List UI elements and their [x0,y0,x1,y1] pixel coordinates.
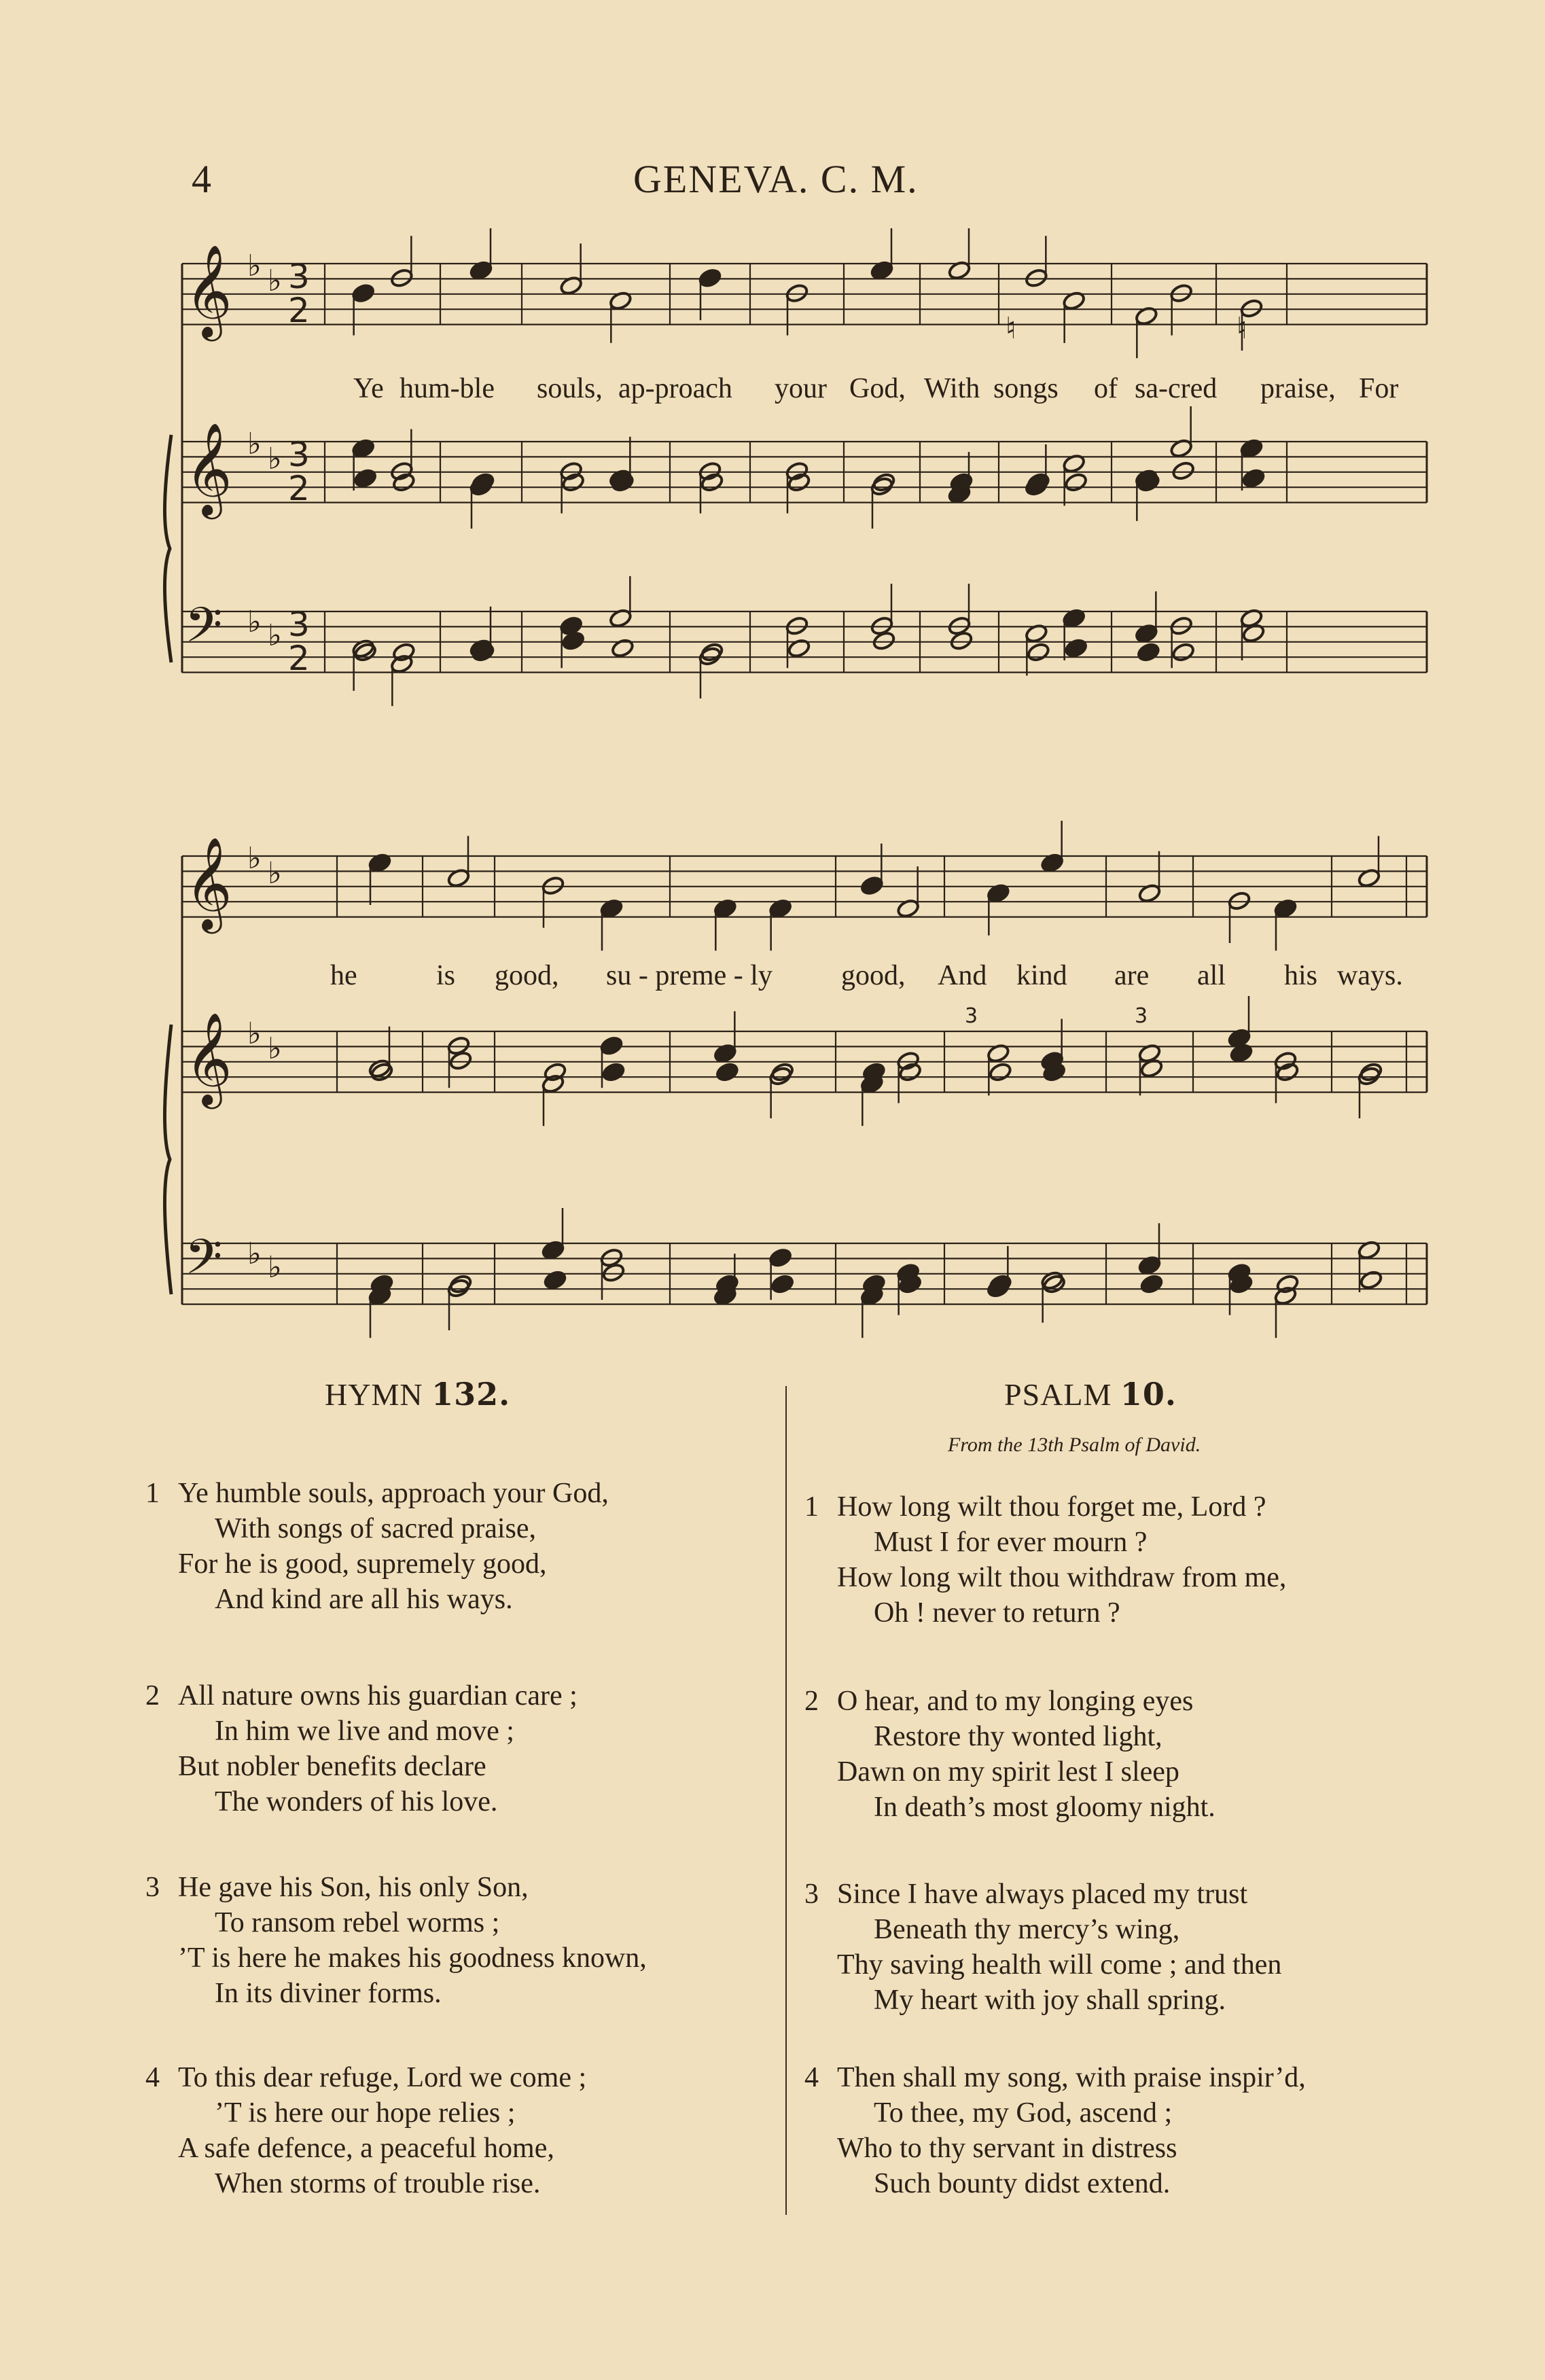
stanza-line: Beneath thy mercy’s wing, [874,1914,1180,1945]
note-head [1139,1274,1164,1295]
treble-clef-icon: 𝄞 [185,243,232,337]
lyric-syllable: he [330,960,357,991]
stanza-line: Thy saving health will come ; and then [837,1949,1282,1981]
stanza-line: Oh ! never to return ? [874,1597,1120,1629]
stanza-line: With songs of sacred praise, [215,1513,537,1544]
system-brace [164,435,171,662]
note-head [1137,642,1161,663]
note-head [543,1270,567,1291]
stanza-line: Since I have always placed my trust [837,1879,1248,1910]
note-head [392,472,416,493]
stanza-line: In him we live and move ; [215,1716,514,1747]
note-head [1025,268,1049,289]
stanza-line: All nature owns his guardian care ; [178,1680,578,1711]
lyric-syllable: souls, [537,373,603,404]
hymn-stanza-4 [145,2060,587,2201]
stanza-line: He gave his Son, his only Son, [178,1872,529,1903]
stanza-line: To this dear refuge, Lord we come ; [178,2062,587,2093]
note-head [353,468,378,489]
lyric-syllable: And [938,960,987,991]
stanza-line: How long wilt thou withdraw from me, [837,1562,1287,1593]
lyric-syllable: praise, [1260,373,1336,404]
stanza-number: 4 [804,2062,819,2093]
lyric-syllable: good, [841,960,906,991]
stanza-line: To thee, my God, ascend ; [874,2097,1173,2129]
note-head [787,638,811,659]
note-head [541,875,565,896]
stanza-number: 1 [804,1491,819,1523]
lyric-syllable: all [1197,960,1226,991]
note-head [1241,468,1266,489]
stanza-line: But nobler benefits declare [178,1751,486,1782]
note-head [1273,1050,1298,1071]
time-signature-lower: 2 [288,291,310,330]
stanza-line: To ransom rebel worms ; [215,1907,500,1938]
stanza-line: My heart with joy shall spring. [874,1985,1226,2016]
lyric-syllable: songs [993,373,1059,404]
lyric-syllable: With [924,373,980,404]
note-head [1169,283,1194,304]
note-head [700,472,724,493]
lyric-syllable: Ye [353,373,384,404]
note-head [561,472,586,493]
note-head [390,461,414,482]
time-signature-upper: 3 [288,435,310,474]
psalm-stanza-4 [804,2060,1306,2201]
note-head [700,642,724,663]
note-head [1275,1062,1300,1083]
stanza-line: Then shall my song, with praise inspir’d, [837,2062,1306,2093]
time-signature-upper: 3 [288,605,310,644]
time-signature-upper: 3 [288,257,310,296]
stanza-line: Who to thy servant in distress [837,2133,1177,2164]
hymn-heading-label: HYMN [325,1377,423,1412]
flat-icon: ♭ [268,856,282,891]
note-head [770,1274,795,1295]
note-head [351,283,376,304]
note-head [787,472,811,493]
natural-icon: ♮ [1237,311,1247,346]
note-head [448,1274,473,1295]
psalm-stanza-2 [804,1684,1215,1825]
note-head [785,461,809,482]
lyric-syllable: of [1094,373,1118,404]
note-head [1064,472,1088,493]
psalm-number: 10. [1120,1376,1177,1413]
stanza-line: Such bounty didst extend. [874,2168,1171,2199]
lyric-syllable: hum-ble [399,373,495,404]
note-head [785,616,809,637]
stanza-number: 2 [804,1686,819,1717]
note-head [698,461,722,482]
lyric-syllable: ways. [1337,960,1403,991]
psalm-heading [1004,1376,1177,1413]
stanza-line: ’T is here our hope relies ; [215,2097,516,2129]
treble-clef-icon: 𝄞 [185,1011,232,1105]
note-head [989,1062,1013,1083]
flat-icon: ♭ [247,249,262,283]
lyric-syllable: kind [1016,960,1067,991]
note-head [1027,642,1051,663]
stanza-line: Must I for ever mourn ? [874,1527,1148,1558]
note-head [872,472,896,493]
bass-clef-icon: 𝄢 [185,597,223,665]
tune-title: GENEVA. C. M. [633,157,919,201]
flat-icon: ♭ [268,442,282,476]
psalm-stanza-3 [804,1877,1282,2018]
time-signature-lower: 2 [288,639,310,678]
stanza-line: In death’s most gloomy night. [874,1792,1215,1823]
note-head [1171,461,1196,482]
stanza-line: A safe defence, a peaceful home, [178,2133,554,2164]
note-head [860,875,885,896]
note-head [698,268,722,289]
note-head [715,1062,740,1083]
triplet-mark: 3 [965,1004,978,1028]
stanza-line: And kind are all his ways. [215,1584,513,1615]
note-head [1227,891,1251,912]
note-head [611,638,635,659]
flat-icon: ♭ [247,427,262,461]
triplet-mark: 3 [1135,1004,1148,1028]
lyric-syllable: is [436,960,456,991]
flat-icon: ♭ [268,618,282,653]
lyric-syllable: your [775,373,827,404]
hymn-stanza-2 [145,1678,578,1819]
bass-clef-icon: 𝄢 [185,1229,223,1297]
note-head [601,1062,626,1083]
flat-icon: ♭ [268,1250,282,1285]
note-head [1064,638,1088,659]
stanza-line: How long wilt thou forget me, Lord ? [837,1491,1266,1523]
hymn-number: 132. [431,1376,511,1413]
flat-icon: ♭ [247,1237,262,1271]
stanza-number: 1 [145,1478,160,1509]
stanza-number: 3 [145,1872,160,1903]
hymn-stanza-3 [145,1870,647,2011]
note-head [559,461,584,482]
note-head [785,283,809,304]
stanza-number: 2 [145,1680,160,1711]
stanza-line: Restore thy wonted light, [874,1721,1162,1752]
note-head [390,268,414,289]
stanza-line: Ye humble souls, approach your God, [178,1478,609,1509]
time-signature-lower: 2 [288,469,310,508]
lyrics-line-2 [0,959,1545,993]
stanza-line: The wonders of his love. [215,1786,498,1817]
stanza-line: In its diviner forms. [215,1978,442,2009]
note-head [1171,642,1196,663]
column-divider [785,1386,787,2215]
lyric-syllable: For [1359,373,1399,404]
note-head [768,1247,793,1268]
lyric-syllable: his [1284,960,1318,991]
psalm-heading-label: PSALM [1004,1377,1112,1412]
hymn-heading [325,1376,510,1413]
lyric-syllable: su - preme - ly [606,960,772,991]
note-head [898,1062,923,1083]
system-brace [164,1025,171,1294]
page-number: 4 [192,157,211,201]
stanza-line: Dawn on my spirit lest I sleep [837,1756,1179,1788]
lyric-syllable: are [1114,960,1150,991]
note-head [599,1035,624,1056]
lyric-syllable: sa-cred [1135,373,1218,404]
hymn-stanza-1 [145,1476,609,1617]
treble-clef-icon: 𝄞 [185,836,232,929]
stanza-line: ’T is here he makes his goodness known, [178,1942,647,1974]
stanza-line: For he is good, supremely good, [178,1548,547,1580]
flat-icon: ♭ [268,1031,282,1066]
flat-icon: ♭ [268,264,282,298]
psalm-stanza-1 [804,1489,1287,1631]
stanza-line: O hear, and to my longing eyes [837,1686,1194,1717]
lyric-syllable: ap-proach [618,373,732,404]
lyrics-line-1 [0,372,1545,406]
stanza-number: 3 [804,1879,819,1910]
flat-icon: ♭ [247,1016,262,1051]
stanza-number: 4 [145,2062,160,2093]
lyric-syllable: good, [495,960,559,991]
flat-icon: ♭ [247,841,262,876]
psalm-source: From the 13th Psalm of David. [948,1434,1201,1456]
flat-icon: ♭ [247,605,262,639]
lyric-syllable: God, [849,373,906,404]
note-head [1359,1270,1383,1291]
stanza-line: When storms of trouble rise. [215,2168,541,2199]
note-head [1169,616,1194,637]
treble-clef-icon: 𝄞 [185,421,232,515]
note-head [770,1062,795,1083]
natural-icon: ♮ [1006,311,1016,346]
note-head [1359,1062,1383,1083]
note-head [896,1050,921,1071]
